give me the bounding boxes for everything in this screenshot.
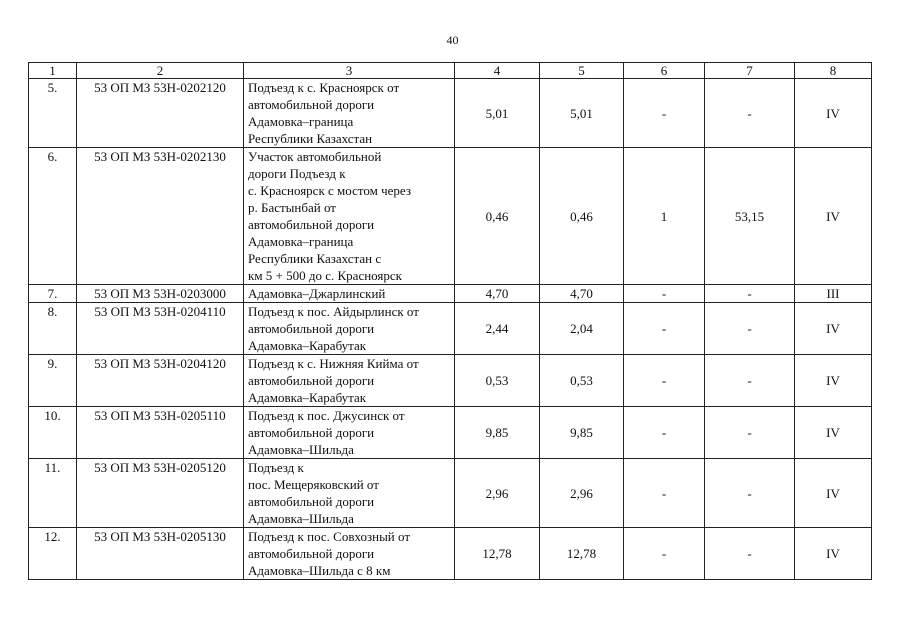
- col5-value: 4,70: [540, 285, 624, 303]
- col7-value: -: [705, 303, 795, 355]
- header-cell: 6: [624, 63, 705, 79]
- table-row: [29, 407, 872, 459]
- col5-value: 9,85: [540, 407, 624, 459]
- road-name: Участок автомобильной дороги Подъезд к с. Красноярск с мостом через р. Бастынбай от автомобильной дороги Адамовка–граница Республики Казахстан с км 5 + 500 до с. Красноярск: [244, 148, 455, 285]
- road-category: IV: [795, 528, 872, 580]
- road-code: 53 ОП МЗ 53Н-0203000: [77, 285, 244, 303]
- header-cell: 3: [244, 63, 455, 79]
- col7-value: -: [705, 407, 795, 459]
- header-cell: 8: [795, 63, 872, 79]
- col6-value: -: [624, 79, 705, 148]
- row-number: 8.: [29, 303, 77, 355]
- col5-value: 0,53: [540, 355, 624, 407]
- road-code: 53 ОП МЗ 53Н-0205120: [77, 459, 244, 528]
- col6-value: -: [624, 459, 705, 528]
- road-code: 53 ОП МЗ 53Н-0204120: [77, 355, 244, 407]
- col7-value: -: [705, 355, 795, 407]
- col7-value: -: [705, 459, 795, 528]
- header-row: [29, 63, 872, 79]
- col5-value: 12,78: [540, 528, 624, 580]
- header-cell: 7: [705, 63, 795, 79]
- road-name: Подъезд к с. Нижняя Кийма от автомобильной дороги Адамовка–Карабутак: [244, 355, 455, 407]
- road-code: 53 ОП МЗ 53Н-0202130: [77, 148, 244, 285]
- road-category: IV: [795, 355, 872, 407]
- road-category: IV: [795, 459, 872, 528]
- table-row: [29, 355, 872, 407]
- road-name: Подъезд к с. Красноярск от автомобильной дороги Адамовка–граница Республики Казахстан: [244, 79, 455, 148]
- col7-value: 53,15: [705, 148, 795, 285]
- col6-value: 1: [624, 148, 705, 285]
- road-category: IV: [795, 303, 872, 355]
- road-category: IV: [795, 407, 872, 459]
- col6-value: -: [624, 528, 705, 580]
- col6-value: -: [624, 303, 705, 355]
- col4-value: 2,44: [455, 303, 540, 355]
- col4-value: 2,96: [455, 459, 540, 528]
- table-row: [29, 148, 872, 285]
- page-number: 40: [446, 33, 459, 47]
- road-category: III: [795, 285, 872, 303]
- col5-value: 5,01: [540, 79, 624, 148]
- col5-value: 2,96: [540, 459, 624, 528]
- row-number: 7.: [29, 285, 77, 303]
- table-row: [29, 528, 872, 580]
- col4-value: 5,01: [455, 79, 540, 148]
- row-number: 5.: [29, 79, 77, 148]
- row-number: 10.: [29, 407, 77, 459]
- road-name: Подъезд к пос. Совхозный от автомобильной дороги Адамовка–Шильда с 8 км: [244, 528, 455, 580]
- row-number: 11.: [29, 459, 77, 528]
- table-row: [29, 79, 872, 148]
- col6-value: -: [624, 355, 705, 407]
- col7-value: -: [705, 285, 795, 303]
- road-code: 53 ОП МЗ 53Н-0202120: [77, 79, 244, 148]
- road-name: Подъезд к пос. Айдырлинск от автомобильной дороги Адамовка–Карабутак: [244, 303, 455, 355]
- col7-value: -: [705, 79, 795, 148]
- header-cell: 1: [29, 63, 77, 79]
- road-name: Адамовка–Джарлинский: [244, 285, 455, 303]
- road-category: IV: [795, 79, 872, 148]
- col6-value: -: [624, 407, 705, 459]
- col4-value: 0,46: [455, 148, 540, 285]
- road-category: IV: [795, 148, 872, 285]
- row-number: 6.: [29, 148, 77, 285]
- col4-value: 4,70: [455, 285, 540, 303]
- table-row: [29, 459, 872, 528]
- road-code: 53 ОП МЗ 53Н-0205130: [77, 528, 244, 580]
- col7-value: -: [705, 528, 795, 580]
- col4-value: 9,85: [455, 407, 540, 459]
- col4-value: 12,78: [455, 528, 540, 580]
- roads-table: [28, 62, 872, 580]
- table-row: [29, 303, 872, 355]
- row-number: 9.: [29, 355, 77, 407]
- header-cell: 2: [77, 63, 244, 79]
- road-code: 53 ОП МЗ 53Н-0205110: [77, 407, 244, 459]
- table-row: [29, 285, 872, 303]
- header-cell: 4: [455, 63, 540, 79]
- road-name: Подъезд к пос. Мещеряковский от автомобильной дороги Адамовка–Шильда: [244, 459, 455, 528]
- col4-value: 0,53: [455, 355, 540, 407]
- header-cell: 5: [540, 63, 624, 79]
- col5-value: 2,04: [540, 303, 624, 355]
- road-code: 53 ОП МЗ 53Н-0204110: [77, 303, 244, 355]
- col5-value: 0,46: [540, 148, 624, 285]
- col6-value: -: [624, 285, 705, 303]
- row-number: 12.: [29, 528, 77, 580]
- road-name: Подъезд к пос. Джусинск от автомобильной дороги Адамовка–Шильда: [244, 407, 455, 459]
